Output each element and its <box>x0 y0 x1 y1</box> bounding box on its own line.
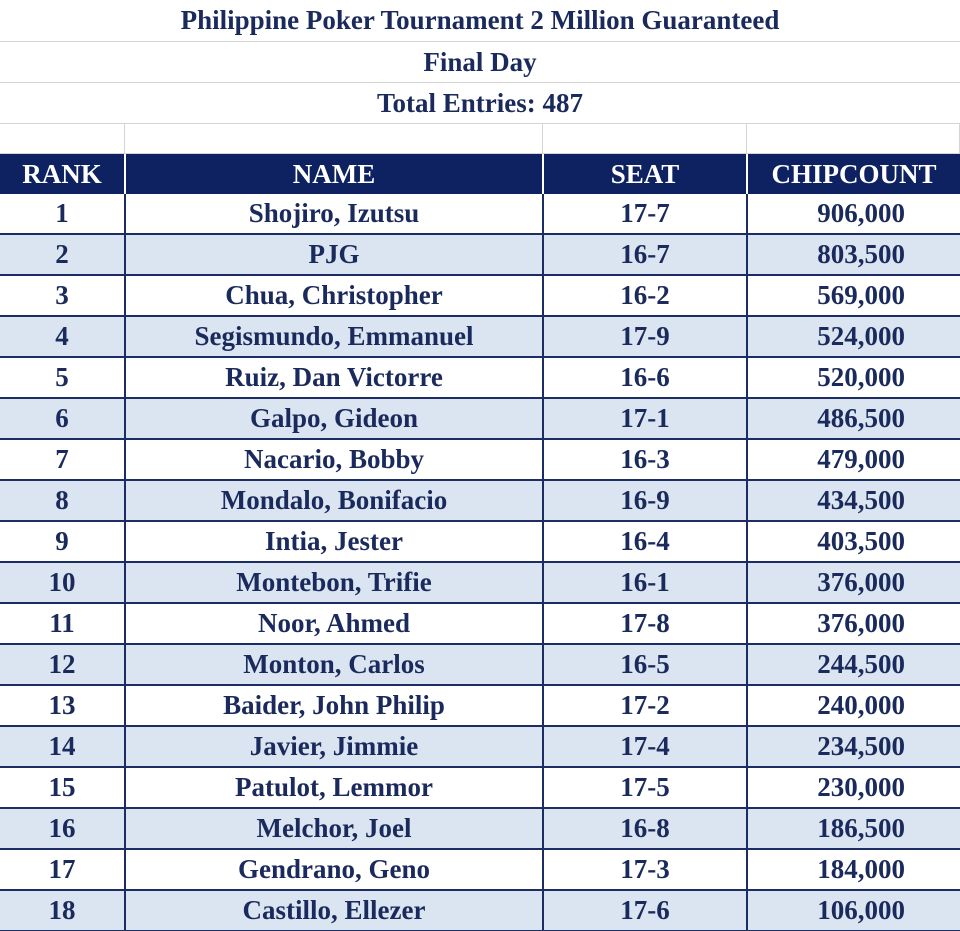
tournament-title: Philippine Poker Tournament 2 Million Guaranteed <box>0 0 960 42</box>
table-row <box>0 480 960 521</box>
table-row <box>0 808 960 849</box>
table-row <box>0 685 960 726</box>
seat-cell: 17-9 <box>543 316 747 357</box>
rank-cell: 1 <box>0 194 125 234</box>
table-row <box>0 726 960 767</box>
table-row <box>0 849 960 890</box>
table-row <box>0 316 960 357</box>
chipcount-cell: 376,000 <box>747 562 960 603</box>
rank-cell: 12 <box>0 644 125 685</box>
blank-cell <box>125 124 543 153</box>
blank-cell <box>0 124 125 153</box>
table-row <box>0 234 960 275</box>
table-row <box>0 562 960 603</box>
chipcount-cell: 230,000 <box>747 767 960 808</box>
table-row <box>0 890 960 931</box>
table-row <box>0 644 960 685</box>
chipcount-cell: 906,000 <box>747 194 960 234</box>
seat-cell: 17-4 <box>543 726 747 767</box>
blank-row <box>0 124 960 154</box>
name-cell: Gendrano, Geno <box>125 849 543 890</box>
chipcount-cell: 234,500 <box>747 726 960 767</box>
seat-cell: 16-5 <box>543 644 747 685</box>
seat-cell: 17-1 <box>543 398 747 439</box>
rank-cell: 16 <box>0 808 125 849</box>
tournament-subtitle: Final Day <box>0 42 960 83</box>
chipcount-table <box>0 154 960 931</box>
seat-cell: 17-5 <box>543 767 747 808</box>
blank-cell <box>543 124 747 153</box>
total-entries: Total Entries: 487 <box>0 83 960 124</box>
blank-cell <box>747 124 960 153</box>
rank-cell: 11 <box>0 603 125 644</box>
column-header-seat: SEAT <box>543 154 747 194</box>
name-cell: Baider, John Philip <box>125 685 543 726</box>
seat-cell: 17-3 <box>543 849 747 890</box>
chipcount-cell: 186,500 <box>747 808 960 849</box>
rank-cell: 5 <box>0 357 125 398</box>
chipcount-cell: 184,000 <box>747 849 960 890</box>
seat-cell: 16-8 <box>543 808 747 849</box>
seat-cell: 16-3 <box>543 439 747 480</box>
chipcount-cell: 803,500 <box>747 234 960 275</box>
rank-cell: 15 <box>0 767 125 808</box>
rank-cell: 18 <box>0 890 125 931</box>
name-cell: Noor, Ahmed <box>125 603 543 644</box>
name-cell: Mondalo, Bonifacio <box>125 480 543 521</box>
chipcount-cell: 520,000 <box>747 357 960 398</box>
name-cell: Monton, Carlos <box>125 644 543 685</box>
table-header-row <box>0 154 960 194</box>
seat-cell: 16-9 <box>543 480 747 521</box>
table-row <box>0 194 960 234</box>
chipcount-cell: 569,000 <box>747 275 960 316</box>
seat-cell: 17-8 <box>543 603 747 644</box>
rank-cell: 3 <box>0 275 125 316</box>
name-cell: Nacario, Bobby <box>125 439 543 480</box>
name-cell: PJG <box>125 234 543 275</box>
name-cell: Chua, Christopher <box>125 275 543 316</box>
rank-cell: 7 <box>0 439 125 480</box>
seat-cell: 16-2 <box>543 275 747 316</box>
rank-cell: 8 <box>0 480 125 521</box>
chipcount-cell: 376,000 <box>747 603 960 644</box>
rank-cell: 6 <box>0 398 125 439</box>
name-cell: Ruiz, Dan Victorre <box>125 357 543 398</box>
rank-cell: 13 <box>0 685 125 726</box>
table-row <box>0 603 960 644</box>
table-row <box>0 439 960 480</box>
column-header-rank: RANK <box>0 154 125 194</box>
name-cell: Intia, Jester <box>125 521 543 562</box>
chipcount-cell: 244,500 <box>747 644 960 685</box>
seat-cell: 16-6 <box>543 357 747 398</box>
table-row <box>0 521 960 562</box>
seat-cell: 17-6 <box>543 890 747 931</box>
chipcount-cell: 106,000 <box>747 890 960 931</box>
table-row <box>0 357 960 398</box>
rank-cell: 17 <box>0 849 125 890</box>
rank-cell: 14 <box>0 726 125 767</box>
column-header-chipcount: CHIPCOUNT <box>747 154 960 194</box>
chipcount-cell: 524,000 <box>747 316 960 357</box>
name-cell: Segismundo, Emmanuel <box>125 316 543 357</box>
name-cell: Javier, Jimmie <box>125 726 543 767</box>
chipcount-cell: 434,500 <box>747 480 960 521</box>
chipcount-cell: 403,500 <box>747 521 960 562</box>
table-row <box>0 767 960 808</box>
seat-cell: 16-4 <box>543 521 747 562</box>
seat-cell: 17-2 <box>543 685 747 726</box>
rank-cell: 4 <box>0 316 125 357</box>
chipcount-cell: 479,000 <box>747 439 960 480</box>
seat-cell: 17-7 <box>543 194 747 234</box>
name-cell: Castillo, Ellezer <box>125 890 543 931</box>
rank-cell: 9 <box>0 521 125 562</box>
rank-cell: 2 <box>0 234 125 275</box>
rank-cell: 10 <box>0 562 125 603</box>
seat-cell: 16-7 <box>543 234 747 275</box>
table-row <box>0 275 960 316</box>
name-cell: Shojiro, Izutsu <box>125 194 543 234</box>
chipcount-cell: 240,000 <box>747 685 960 726</box>
table-row <box>0 398 960 439</box>
name-cell: Patulot, Lemmor <box>125 767 543 808</box>
chipcount-cell: 486,500 <box>747 398 960 439</box>
column-header-name: NAME <box>125 154 543 194</box>
name-cell: Melchor, Joel <box>125 808 543 849</box>
name-cell: Montebon, Trifie <box>125 562 543 603</box>
name-cell: Galpo, Gideon <box>125 398 543 439</box>
seat-cell: 16-1 <box>543 562 747 603</box>
